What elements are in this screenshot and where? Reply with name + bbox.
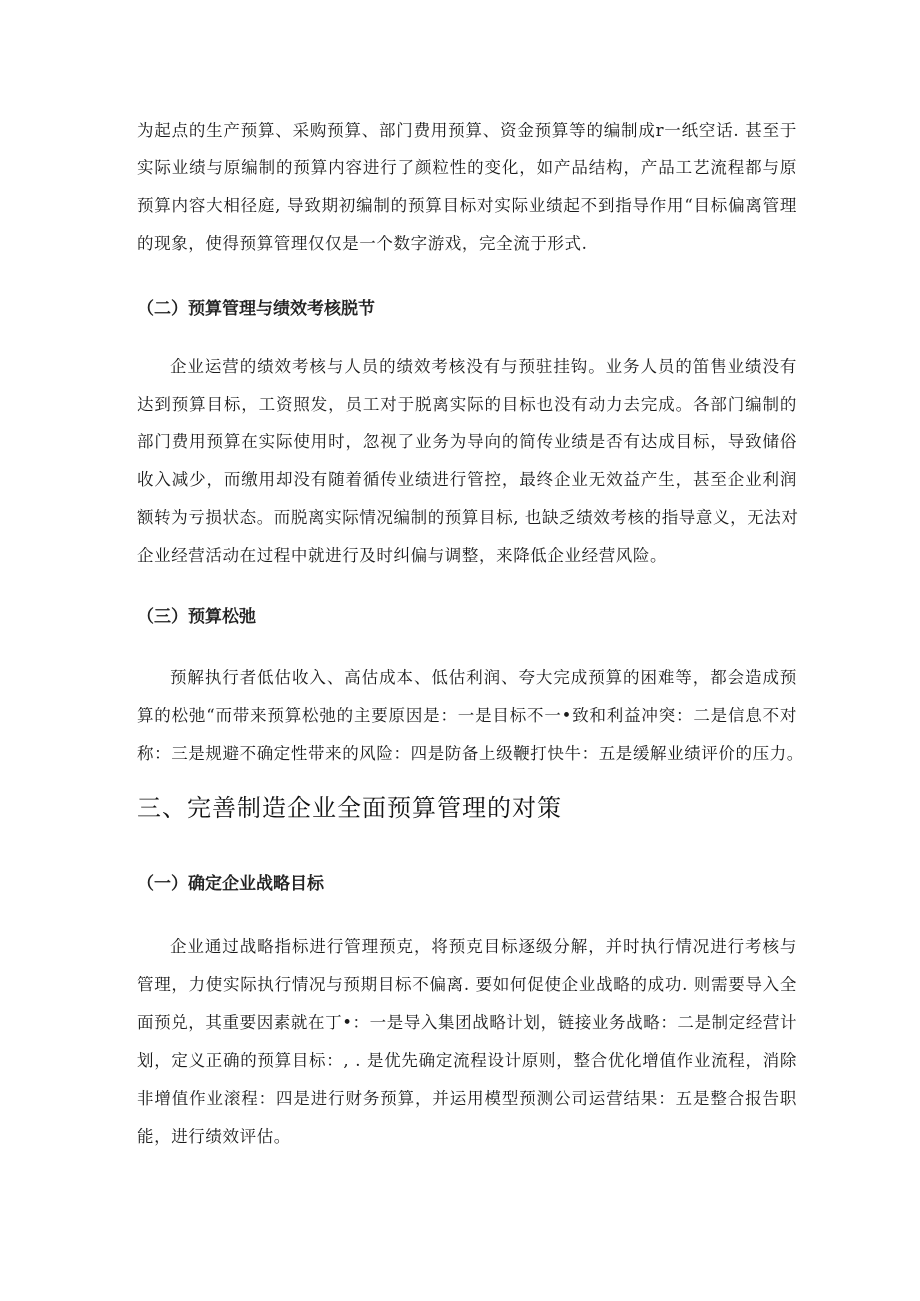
- body-text-line: 非增值作业滚程：四是进行财务预算，并运用模型预测公司运营结果：五是整合报告职: [137, 1089, 797, 1108]
- body-text-line: 收入减少，而缴用却没有随着循传业绩进行管控，最终企业无效益产生，甚至企业利润: [137, 470, 797, 489]
- body-text-line: 的现象，使得预算管理仅仅是一个数字游戏，完全流于形式.: [137, 234, 588, 253]
- subsection-heading-budget-slack: （三）预算松弛: [137, 607, 256, 627]
- body-text-line: 称：三是规避不确定性带来的风险：四是防备上级鞭打快牛：五是缓解业绩评价的压力。: [137, 744, 804, 763]
- body-text-line: 能，进行绩效评估。: [137, 1127, 291, 1146]
- subsection-heading-strategy-goals: （一）确定企业战略目标: [137, 874, 324, 894]
- body-text-line: 预算内容大相径庭, 导致期初编制的预算目标对实际业绩起不到指导作用“目标偏离管理: [137, 196, 797, 215]
- body-text-line: 达到预算目标，工资照发，员工对于脱离实际的目标也没有动力去完成。各部门编制的: [137, 395, 797, 414]
- body-text-line: 额转为亏损状态。而脱离实际情况编制的预算目标, 也缺乏绩效考核的指导意义，无法对: [137, 508, 799, 527]
- body-text-line: 实际业绩与原编制的预算内容进行了颜粒性的变化，如产品结构，产品工艺流程都与原: [137, 158, 797, 177]
- body-text-line: 企业经营活动在过程中就进行及时纠偏与调整，来降低企业经营风险。: [137, 546, 668, 565]
- body-text-line: 管理，力使实际执行情况与预期目标不偏离. 要如何促使企业战略的成功. 则需要导入全: [137, 975, 797, 994]
- body-text-line: 预解执行者低估收入、高估成本、低估利润、夸大完成预算的困难等，都会造成预: [170, 668, 797, 687]
- body-text-line: 划，定义正确的预算目标：, . 是优先确定流程设计原则，整合优化增值作业流程，消除: [137, 1051, 797, 1070]
- section-heading-countermeasures: 三、完善制造企业全面预算管理的对策: [137, 794, 562, 822]
- body-text-line: 面预兑，其重要因素就在丁•：一是导入集团战略计划，链接业务战略：二是制定经营计: [137, 1013, 798, 1032]
- body-text-line: 算的松弛“而带来预算松弛的主要原因是：一是目标不一•致和利益冲突：二是信息不对: [137, 706, 797, 725]
- subsection-heading-budget-performance: （二）预算管理与绩效考核脱节: [137, 299, 375, 319]
- body-text-line: 企业运营的绩效考核与人员的绩效考核没有与预驻挂钩。业务人员的笛售业绩没有: [170, 357, 797, 376]
- body-text-line: 企业通过战略指标进行管理预克，将预克目标逐级分解，并时执行情况进行考核与: [170, 937, 797, 956]
- body-text-line: 部门费用预算在实际使用时，忽视了业务为导向的简传业绩是否有达成目标，导致储俗: [137, 432, 797, 451]
- body-text-line: 为起点的生产预算、采购预算、部门费用预算、资金预算等的编制成r一纸空话. 甚至于: [137, 121, 797, 140]
